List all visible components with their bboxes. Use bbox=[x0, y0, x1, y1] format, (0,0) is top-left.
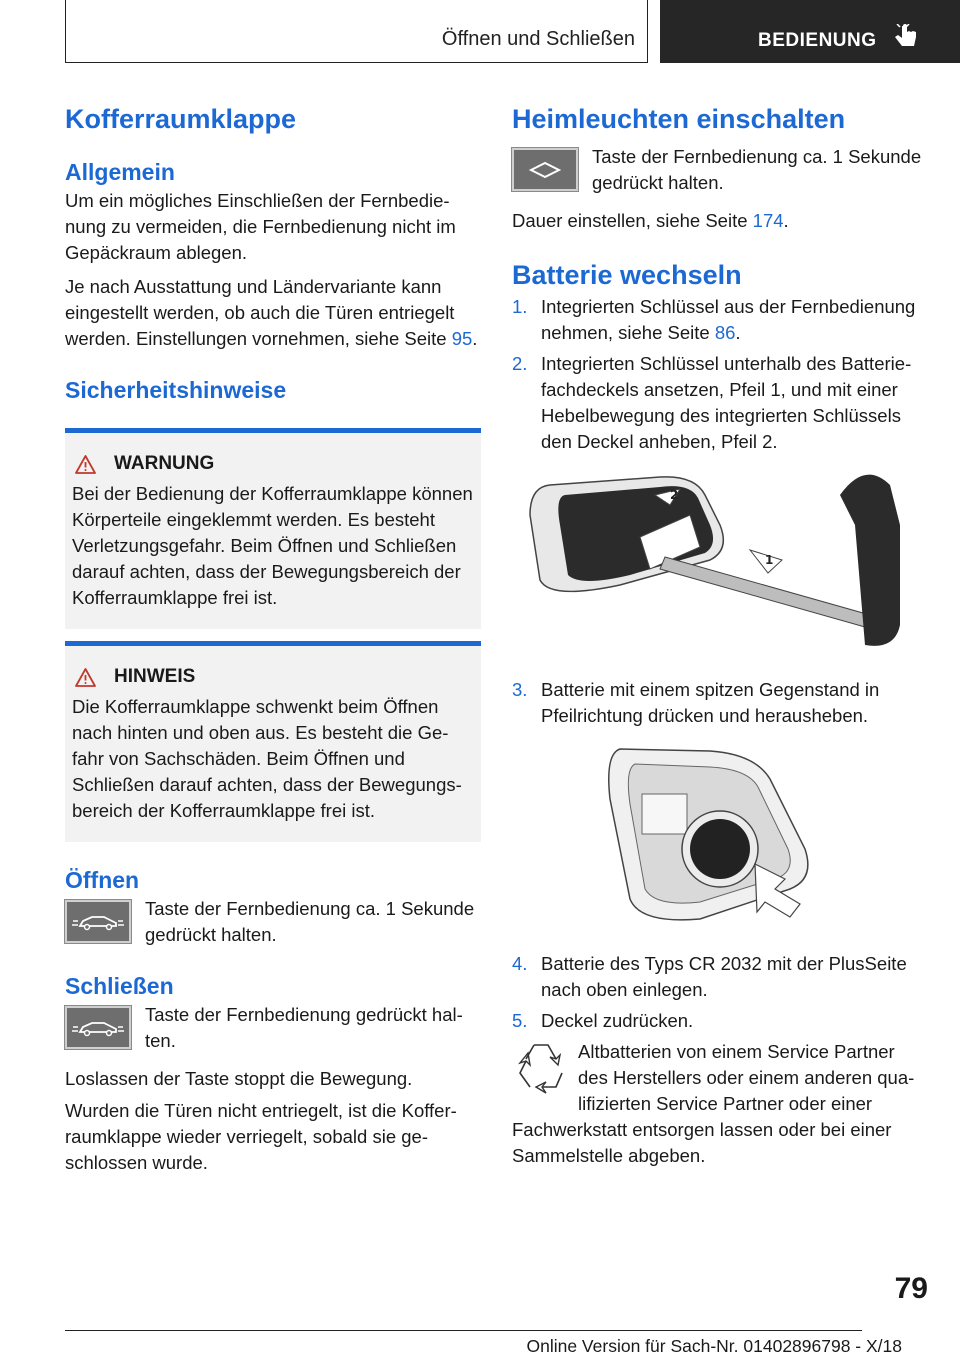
open-text: Taste der Fernbedienung ca. 1 Sekunde gedrückt halten. bbox=[145, 898, 475, 945]
headlight-button-icon bbox=[512, 148, 578, 191]
duration-paragraph bbox=[512, 208, 928, 234]
heading-general: Allgemein bbox=[65, 159, 175, 185]
notice-text: Die Kofferraumklappe schwenkt beim Öffnen nach hinten und oben aus. Es besteht die Gefahr von Sachschäden. Beim Öffnen und Schließen darauf achten, dass der Bewegungsbereich der Kofferraumklappe frei ist. bbox=[72, 696, 462, 821]
hand-pointer-icon bbox=[893, 24, 919, 57]
notice-box bbox=[65, 641, 481, 842]
step-1-text: Integrierten Schlüssel aus der Fernbedienung nehmen, siehe Seite bbox=[541, 296, 916, 343]
warning-box bbox=[65, 428, 481, 629]
general-paragraph-2 bbox=[65, 274, 481, 352]
trunk-button-icon bbox=[65, 1006, 131, 1049]
header-chapter-title: BEDIENUNG bbox=[758, 30, 877, 51]
header-section-title: Öffnen und Schließen bbox=[441, 28, 635, 50]
right-column bbox=[512, 100, 928, 1169]
page-link-95[interactable]: 95 bbox=[451, 328, 473, 349]
list-item bbox=[512, 951, 928, 1003]
step-text: Integrierten Schlüssel unterhalb des Batteriefachdeckels ansetzen, Pfeil 1, und mit einer Hebelbewegung des integrierten Schlüssels den Deckel anheben, Pfeil 2. bbox=[541, 353, 912, 452]
battery-illustration bbox=[512, 739, 928, 951]
notice-title: HINWEIS bbox=[114, 666, 196, 687]
duration-text: Dauer einstellen, siehe Seite bbox=[512, 210, 748, 231]
general-paragraph-2-text: Je nach Ausstattung und Ländervariante kann eingestellt werden, ob auch die Türen entriegelt werden. Einstellungen vornehmen, siehe Seite bbox=[65, 276, 455, 349]
key-opening-illustration bbox=[512, 465, 928, 677]
battery-steps-list bbox=[512, 294, 928, 455]
home-lights-text: Taste der Fernbedienung ca. 1 Sekunde gedrückt halten. bbox=[592, 146, 922, 193]
warning-text: Bei der Bedienung der Kofferraumklappe können Körperteile eingeklemmt werden. Es besteht Verletzungsgefahr. Beim Öffnen und Schließen darauf achten, dass der Bewegungsbereich der Kofferraumklappe frei ist. bbox=[72, 483, 473, 608]
list-item bbox=[512, 677, 928, 729]
page-number: 79 bbox=[894, 1272, 928, 1305]
page-link-174[interactable]: 174 bbox=[752, 210, 784, 231]
close-paragraph-1: Loslassen der Taste stoppt die Bewegung. bbox=[65, 1068, 413, 1089]
page-link-86[interactable]: 86 bbox=[714, 322, 736, 343]
step-text: Deckel zudrücken. bbox=[541, 1010, 694, 1031]
warning-triangle-icon bbox=[75, 455, 96, 474]
step-text: Batterie des Typs CR 2032 mit der PlusSeite nach oben einlegen. bbox=[541, 953, 907, 1000]
heading-open: Öffnen bbox=[65, 867, 140, 893]
battery-steps-list bbox=[512, 951, 928, 1034]
list-item bbox=[512, 1008, 928, 1034]
notice-triangle-icon bbox=[75, 668, 96, 687]
recycle-text: Altbatterien von einem Service Partner des Herstellers oder einem anderen qualifizierten Service Partner oder einer Fachwerkstatt entsorgen lassen oder bei einer Sammelstelle abgeben. bbox=[512, 1041, 915, 1166]
arrow-label-2: 2 bbox=[670, 488, 679, 502]
footer-online-version: Online Version für Sach-Nr. 01402896798 - X/18 bbox=[526, 1336, 902, 1356]
step-number: 4. bbox=[512, 953, 528, 974]
footer-divider bbox=[65, 1330, 862, 1331]
close-paragraph-2: Wurden die Türen nicht entriegelt, ist die Kofferraumklappe wieder verriegelt, sobald sie geschlossen wurde. bbox=[65, 1100, 457, 1173]
step-number: 2. bbox=[512, 353, 528, 374]
step-number: 5. bbox=[512, 1010, 528, 1031]
close-text: Taste der Fernbedienung gedrückt halten. bbox=[145, 1004, 463, 1051]
step-text: Batterie mit einem spitzen Gegenstand in Pfeilrichtung drücken und herausheben. bbox=[541, 679, 880, 726]
header-section-box bbox=[65, 0, 648, 63]
section-title-battery: Batterie wechseln bbox=[512, 260, 742, 290]
general-paragraph-2-end: . bbox=[472, 328, 478, 349]
heading-close: Schließen bbox=[65, 973, 174, 999]
warning-title: WARNUNG bbox=[114, 453, 215, 474]
trunk-button-icon bbox=[65, 900, 131, 943]
section-title-trunk: Kofferraumklappe bbox=[65, 104, 297, 134]
step-number: 1. bbox=[512, 296, 528, 317]
left-column bbox=[65, 100, 481, 1176]
recycle-notice bbox=[512, 1039, 928, 1169]
battery-steps-list bbox=[512, 677, 928, 729]
step-number: 3. bbox=[512, 679, 528, 700]
step-text bbox=[541, 294, 928, 346]
step-1-end: . bbox=[735, 322, 741, 343]
recycle-icon bbox=[512, 1039, 578, 1113]
list-item bbox=[512, 294, 928, 346]
heading-safety: Sicherheitshinweise bbox=[65, 377, 287, 403]
header-chapter-box bbox=[660, 0, 960, 63]
duration-end: . bbox=[783, 210, 789, 231]
list-item bbox=[512, 351, 928, 455]
section-title-home-lights: Heimleuchten einschalten bbox=[512, 104, 846, 134]
general-paragraph-1: Um ein mögliches Einschließen der Fernbedienung zu vermeiden, die Fernbedienung nicht im Gepäckraum ablegen. bbox=[65, 190, 456, 263]
arrow-label-1: 1 bbox=[765, 553, 774, 567]
